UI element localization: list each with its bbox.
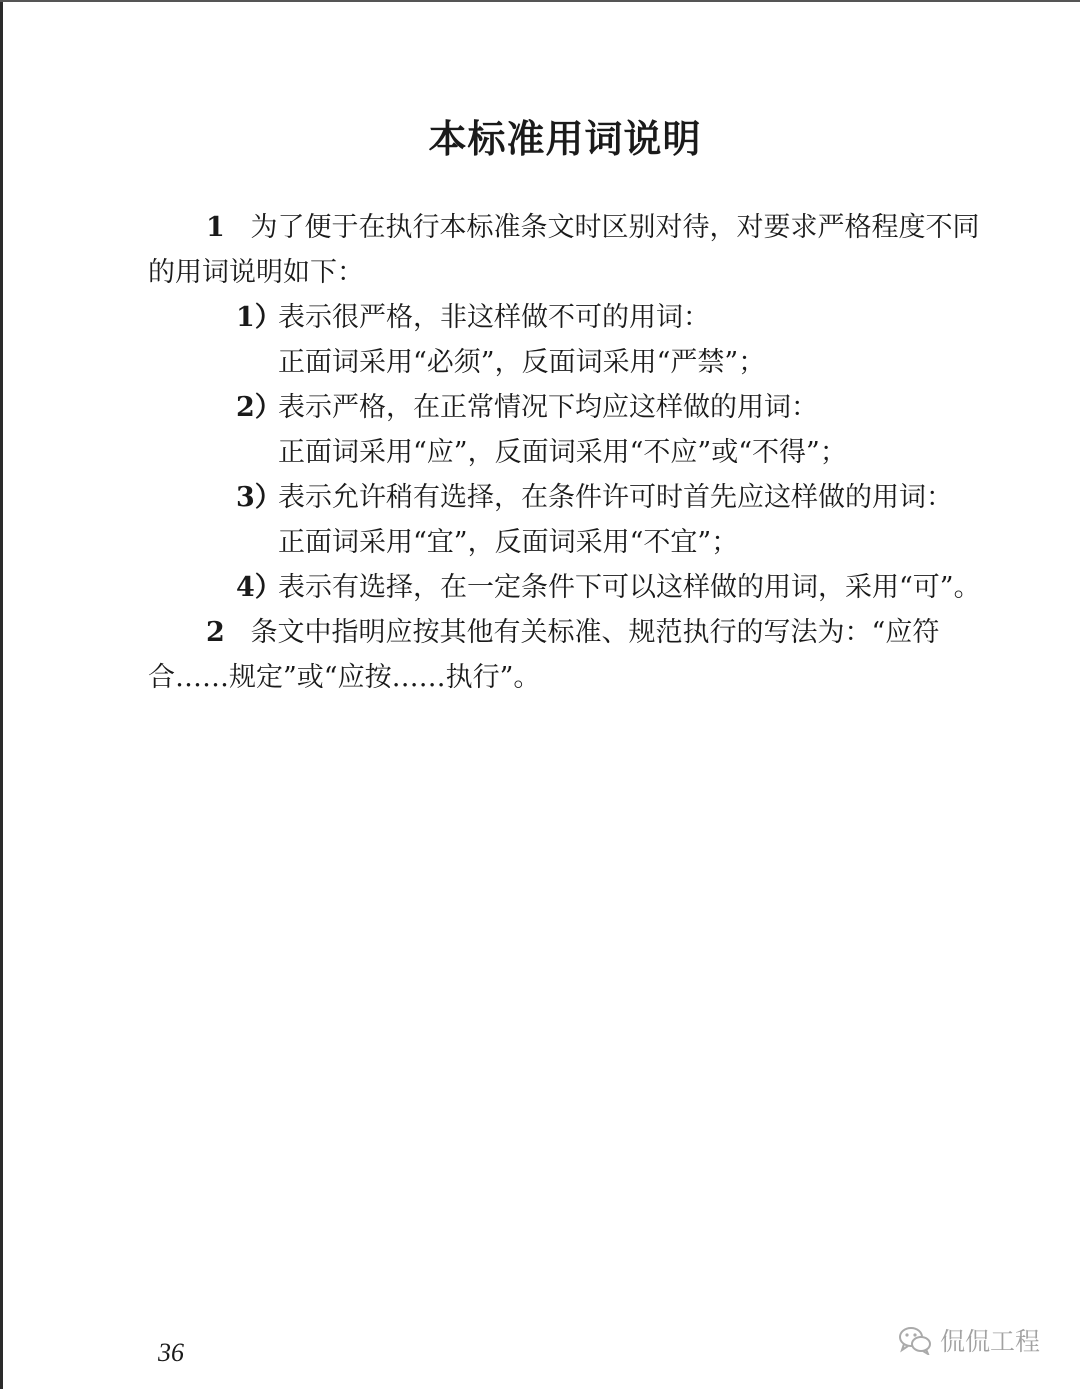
item-detail: 正面词采用“应”，反面词采用“不应”或“不得”； <box>278 437 847 468</box>
clause-text: 条文中指明应按其他有关标准、规范执行的写法为：“应符合……规定”或“应按……执行”。 <box>148 617 940 693</box>
wechat-icon <box>898 1325 932 1355</box>
page-left-edge <box>0 0 3 1389</box>
item-text: 表示严格，在正常情况下均应这样做的用词： <box>278 392 818 423</box>
item-detail: 正面词采用“必须”，反面词采用“严禁”； <box>278 347 766 378</box>
document-body <box>148 205 984 700</box>
list-item <box>236 565 984 610</box>
page-title: 本标准用词说明 <box>428 116 702 162</box>
item-number: 4） <box>236 572 282 603</box>
page-number: 36 <box>158 1338 184 1367</box>
item-number: 2） <box>236 392 282 423</box>
watermark <box>898 1318 1040 1362</box>
item-text: 表示允许稍有选择，在条件许可时首先应这样做的用词： <box>278 482 953 513</box>
item-text: 表示有选择，在一定条件下可以这样做的用词，采用“可”。 <box>278 572 981 603</box>
item-number: 1） <box>236 302 282 333</box>
usage-list <box>148 295 984 610</box>
watermark-text: 侃侃工程 <box>940 1327 1041 1356</box>
clause-1 <box>148 205 984 295</box>
list-item <box>236 385 984 475</box>
clause-2 <box>148 610 984 700</box>
item-number: 3） <box>236 482 282 513</box>
item-detail: 正面词采用“宜”，反面词采用“不宜”； <box>278 527 739 558</box>
clause-number: 2 <box>206 617 225 648</box>
list-item <box>236 295 984 385</box>
list-item <box>236 475 984 565</box>
clause-text: 为了便于在执行本标准条文时区别对待，对要求严格程度不同的用词说明如下： <box>148 212 980 288</box>
item-text: 表示很严格，非这样做不可的用词： <box>278 302 710 333</box>
page-top-edge <box>0 0 1080 2</box>
clause-number: 1 <box>206 212 225 243</box>
